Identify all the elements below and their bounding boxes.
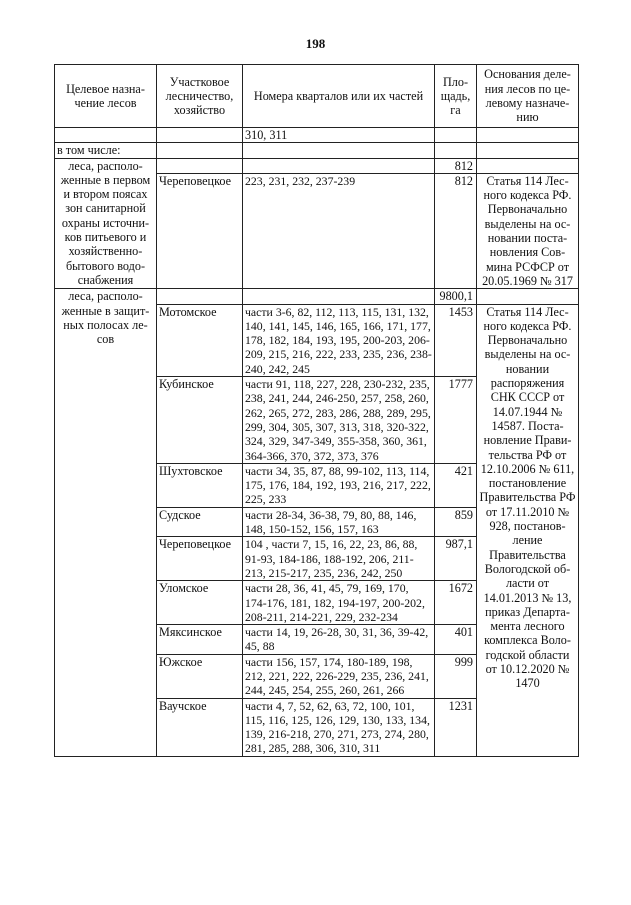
- group2-total-row: [55, 289, 579, 304]
- forestry-name: Судское: [157, 507, 243, 537]
- header-basis: Основания деле-ния лесов по це-левому назначе-нию: [477, 65, 579, 128]
- quarter-numbers: части 91, 118, 227, 228, 230-232, 235, 238, 241, 244, 246-250, 257, 258, 260, 262, 265, 272, 283, 286, 288, 289, 295, 299, 304, 305, 307, 313, 318, 320-322, 324, 329, 347-349, 355-358, 360, 361, 364-366, 370, 372, 373, 376: [243, 377, 435, 464]
- including-label: в том числе:: [55, 143, 157, 158]
- quarter-numbers: части 3-6, 82, 112, 113, 115, 131, 132, 140, 141, 145, 146, 165, 166, 171, 177, 178, 182, 184, 193, 195, 200-203, 206-209, 215, 216, 222, 233, 235, 236, 238-240, 242, 245: [243, 304, 435, 376]
- area-value: 421: [435, 463, 477, 507]
- area-value: 999: [435, 654, 477, 698]
- page-number: 198: [305, 36, 326, 51]
- cell-empty: [243, 143, 435, 158]
- group1-purpose: леса, располо-женные в первом и втором поясах зон санитарной охраны источни-ков питьевого и хозяйственно-бытового водо-снабжения: [55, 158, 157, 289]
- area-value: 401: [435, 625, 477, 655]
- quarter-numbers: части 156, 157, 174, 180-189, 198, 212, 221, 222, 226-229, 235, 236, 241, 244, 245, 254, 255, 260, 261, 266: [243, 654, 435, 698]
- quarter-numbers: части 14, 19, 26-28, 30, 31, 36, 39-42, 45, 88: [243, 625, 435, 655]
- quarter-numbers: 223, 231, 232, 237-239: [243, 173, 435, 288]
- forestry-name: Череповецкое: [157, 173, 243, 288]
- continuation-quarters: 310, 311: [243, 128, 435, 143]
- cell-empty: [55, 128, 157, 143]
- forestry-name: Ваучское: [157, 698, 243, 756]
- header-forestry: Участковое лесничество, хозяйство: [157, 65, 243, 128]
- legal-basis: Статья 114 Лес-ного кодекса РФ. Первоначально выделены на ос-новании поста-новления Сов-мина РСФСР от 20.05.1969 № 317: [477, 173, 579, 288]
- cell-empty: [157, 289, 243, 304]
- cell-empty: [477, 143, 579, 158]
- header-quarters: Номера кварталов или их частей: [243, 65, 435, 128]
- quarter-numbers: части 28, 36, 41, 45, 79, 169, 170, 174-176, 181, 182, 194-197, 200-202, 208-211, 214-221, 229, 232-234: [243, 581, 435, 625]
- cell-empty: [243, 158, 435, 173]
- forestry-name: Кубинское: [157, 377, 243, 464]
- area-value: 859: [435, 507, 477, 537]
- quarter-numbers: части 4, 7, 52, 62, 63, 72, 100, 101, 115, 116, 125, 126, 129, 130, 133, 134, 139, 216-218, 270, 271, 273, 274, 280, 281, 285, 288, 306, 310, 311: [243, 698, 435, 756]
- cell-empty: [477, 128, 579, 143]
- group2-total-area: 9800,1: [435, 289, 477, 304]
- header-purpose: Целевое назна-чение лесов: [55, 65, 157, 128]
- including-row: [55, 143, 579, 158]
- forestry-name: Череповецкое: [157, 537, 243, 581]
- forestry-name: Мяксинское: [157, 625, 243, 655]
- forestry-name: Шухтовское: [157, 463, 243, 507]
- cell-empty: [157, 128, 243, 143]
- group1-total-row: [55, 158, 579, 173]
- forestry-name: Южское: [157, 654, 243, 698]
- forestry-name: Уломское: [157, 581, 243, 625]
- legal-basis: Статья 114 Лес-ного кодекса РФ. Первоначально выделены на ос-новании распоряжения СНК СССР от 14.07.1944 № 14587. Поста-новление Прави-тельства РФ от 12.10.2006 № 611, постановление Правительства РФ от 17.11.2010 № 928, постанов-ление Правительства Вологодской об-ласти от 14.01.2013 № 13, приказ Департа-мента лесного комплекса Воло-годской области от 10.12.2020 № 1470: [477, 304, 579, 756]
- cell-empty: [435, 143, 477, 158]
- quarter-numbers: части 34, 35, 87, 88, 99-102, 113, 114, 175, 176, 184, 192, 193, 216, 217, 222, 225, 233: [243, 463, 435, 507]
- area-value: 1453: [435, 304, 477, 376]
- quarter-numbers: 104 , части 7, 15, 16, 22, 23, 86, 88, 91-93, 184-186, 188-192, 206, 211-213, 215-217, 235, 236, 242, 250: [243, 537, 435, 581]
- area-value: 1777: [435, 377, 477, 464]
- area-value: 1672: [435, 581, 477, 625]
- cell-empty: [157, 143, 243, 158]
- group1-total-area: 812: [435, 158, 477, 173]
- header-area: Пло-щадь, га: [435, 65, 477, 128]
- cell-empty: [435, 128, 477, 143]
- forest-purpose-table: [54, 64, 579, 757]
- header-row: [55, 65, 579, 128]
- quarter-numbers: части 28-34, 36-38, 79, 80, 88, 146, 148, 150-152, 156, 157, 163: [243, 507, 435, 537]
- cell-empty: [243, 289, 435, 304]
- cell-empty: [477, 158, 579, 173]
- area-value: 812: [435, 173, 477, 288]
- area-value: 987,1: [435, 537, 477, 581]
- continuation-row: [55, 128, 579, 143]
- cell-empty: [477, 289, 579, 304]
- area-value: 1231: [435, 698, 477, 756]
- forestry-name: Мотомское: [157, 304, 243, 376]
- group2-purpose: леса, располо-женные в защит-ных полосах ле-сов: [55, 289, 157, 757]
- cell-empty: [157, 158, 243, 173]
